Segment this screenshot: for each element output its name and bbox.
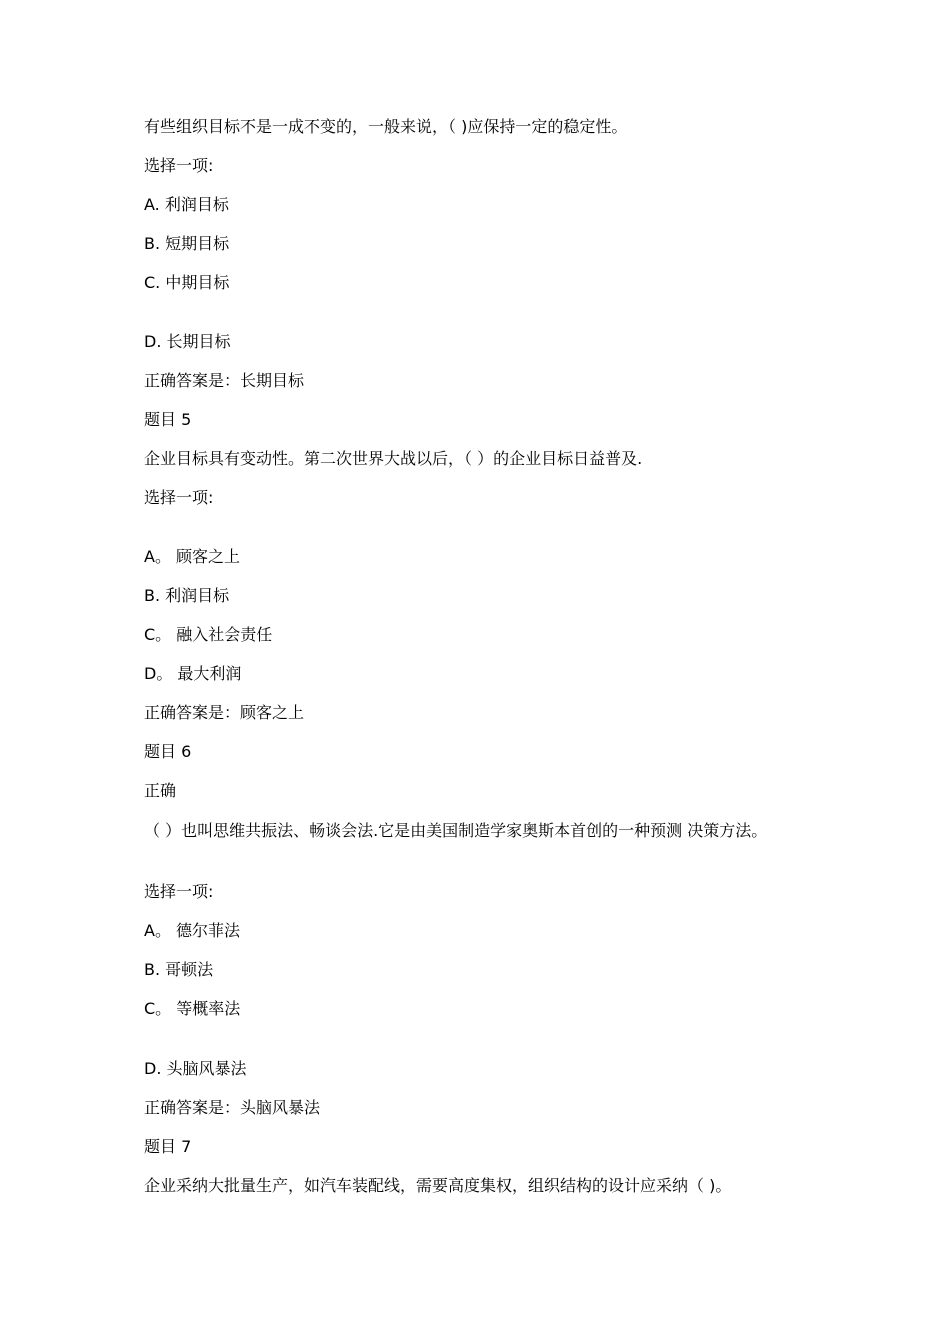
q6-title: 题目 6: [144, 742, 192, 761]
q5-option-c: C。 融入社会责任: [144, 625, 273, 644]
q7-question: 企业采纳大批量生产，如汽车装配线，需要高度集权，组织结构的设计应采纳（ )。: [144, 1176, 732, 1195]
q5-answer: 正确答案是：顾客之上: [144, 703, 305, 722]
q7-title: 题目 7: [144, 1137, 192, 1156]
q6-option-d: D. 头脑风暴法: [144, 1059, 247, 1078]
q6-question: （ ）也叫思维共振法、畅谈会法.它是由美国制造学家奥斯本首创的一种预测 决策方法。: [144, 821, 768, 840]
q6-status: 正确: [144, 781, 177, 800]
q6-prompt: 选择一项:: [144, 882, 214, 901]
q4-option-c: C. 中期目标: [144, 273, 230, 292]
q6-option-a: A。 德尔菲法: [144, 921, 241, 940]
q4-question: 有些组织目标不是一成不变的，一般来说，（ )应保持一定的稳定性。: [144, 117, 628, 136]
q5-option-b: B. 利润目标: [144, 586, 230, 605]
q6-option-b: B. 哥顿法: [144, 960, 214, 979]
q4-option-d: D. 长期目标: [144, 332, 231, 351]
q4-option-a: A. 利润目标: [144, 195, 229, 214]
q6-answer: 正确答案是：头脑风暴法: [144, 1098, 321, 1117]
q4-option-b: B. 短期目标: [144, 234, 230, 253]
q6-option-c: C。 等概率法: [144, 999, 241, 1018]
q5-title: 题目 5: [144, 410, 192, 429]
q5-question: 企业目标具有变动性。第二次世界大战以后，（ ）的企业目标日益普及.: [144, 449, 643, 468]
q4-answer: 正确答案是：长期目标: [144, 371, 305, 390]
q5-prompt: 选择一项:: [144, 488, 214, 507]
q4-prompt: 选择一项:: [144, 156, 214, 175]
q5-option-d: D。 最大利润: [144, 664, 242, 683]
q5-option-a: A。 顾客之上: [144, 547, 241, 566]
